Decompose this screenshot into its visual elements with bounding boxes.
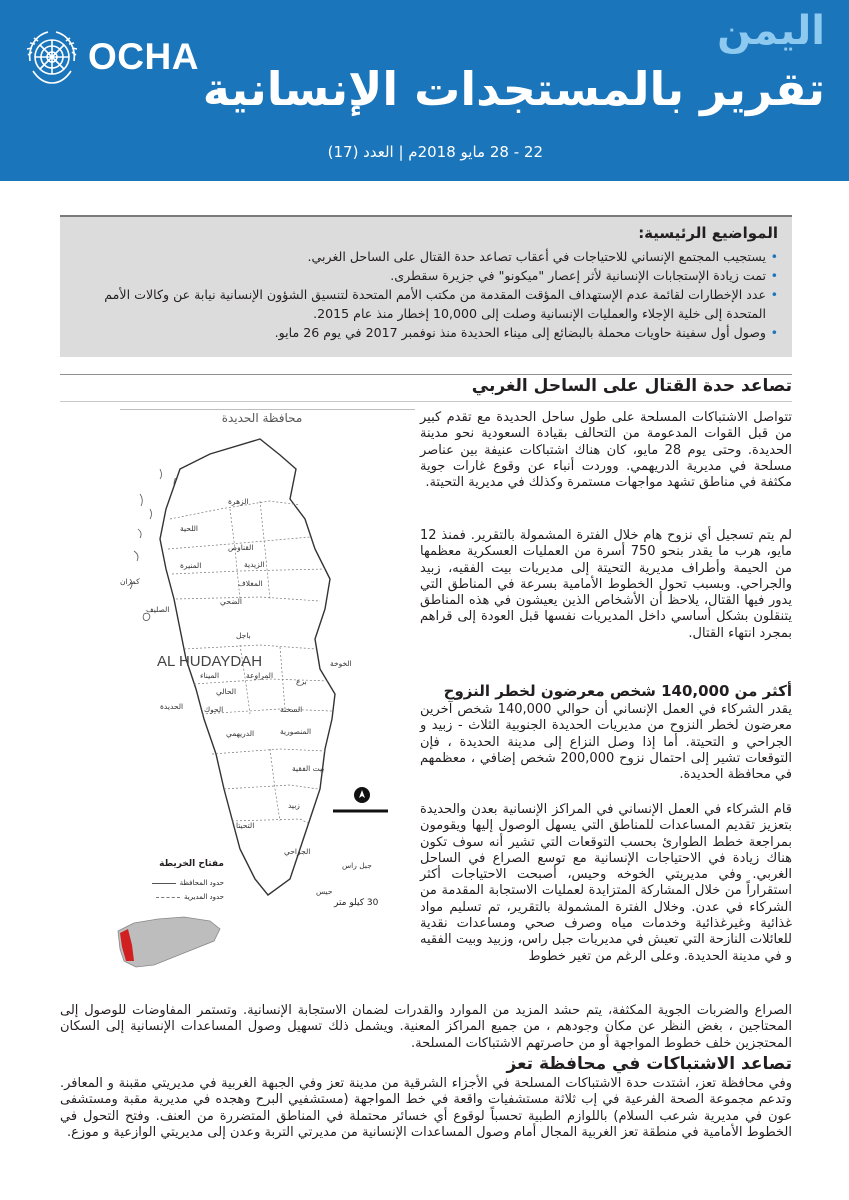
section1-paragraph-4: قام الشركاء في العمل الإنساني في المراكز الإنسانية بعدن والحديدة بتعزيز تقديم المساعدات للمناطق التي يسهل الوصول إليها ويقومون بمراجعة خطط الطوارئ بحسب التوقعات التي تشير أنه سوف تكون هناك زيادة في الاحتياجات الإنسانية مع توسع الصراع في الساحل الغربي. وفي مديريتي الخوخه وحيس، أصبحت الاحتياجات أكثر استقراراً من خلال المشاركة المتزايدة لعمليات الاستجابة المقدمة من الشركاء في عدن. وخلال الفترة المشمولة بالتقرير، تم تسليم مواد غذائية وغيرغذائية وخدمات مياه وصرف صحي ومساعدات نقدية للعائلات النازحة التي تعيش في مديريات جبل راس، وزبيد وبيت الفقيه و في مدينة الحديدة. وعلى الرغم من تغير خطوط [420,802,792,964]
theme-item: • وصول أول سفينة حاويات محملة بالبضائع إلى ميناء الحديدة منذ نوفمبر 2017 في يوم 26 مايو. [78,323,778,342]
map-district-label: الدريهمي [226,729,255,738]
map-scale [330,880,410,910]
map-district-label: حيس [316,887,333,896]
map-district-label: المغلاف [238,579,263,588]
map-district-label: اللحية [180,524,198,533]
themes-top-rule [60,215,792,217]
theme-item: • تمت زيادة الإستجابات الإنسانية لأثر إعصار "ميكونو" في جزيرة سقطرى. [78,266,778,285]
map-district-label: الصليف [146,605,170,614]
legend-title: مفتاح الخريطة [159,859,224,869]
themes-heading: المواضيع الرئيسية: [638,224,778,242]
section2-heading: تصاعد الاشتباكات في محافظة تعز [506,1054,792,1074]
section2-paragraph-1: وفي محافظة تعز، اشتدت حدة الاشتباكات المسلحة في الأجزاء الشرقية من مدينة تعز وفي الجبهة الغربية في مديريتي مقبنة و المعافر. وتدعم مجموعة الصحة الفرعية في إب ثلاثة مستشفيات واقعة في خط المواجهة (مستشفيي البرح وهجده في مديرية مقبة ومستشفى عون في مديرية شرعب السلام) باللوازم الطبية تحسباً لوقوع أي خسائر محتملة في المناطق المتضررة من العنف. وفتح التحول في الخطوط الأمامية في منطقة تعز الغربية المجال أمام وصول المساعدات الإنسانية من مديرتي التربة وعدن إلى مديريتي الوازعية و موزع. [60,1076,792,1140]
themes-list [78,247,778,342]
legend-row-district [156,893,224,901]
map-district-label: كمران [120,577,140,586]
un-emblem-icon [22,27,82,87]
legend-label: حدود المديرية [183,893,224,901]
map-district-label: الخوخة [330,659,352,668]
legend-row-governorate [152,879,224,887]
map-district-label: الحالي [216,687,237,696]
map-governorate-label: محافظة الحديدة [221,411,303,425]
section1-heading: تصاعد حدة القتال على الساحل الغربي [471,376,792,396]
hudaydah-map [120,409,415,903]
map-district-label: الميناء [200,671,220,680]
scale-label: 30 كيلو متر [334,898,379,908]
section1-paragraph-5: الصراع والضربات الجوية المكثفة، يتم حشد المزيد من الموارد والقدرات لضمان الاستجابة الإنسانية. وتستمر المفاوضات للوصول إلى المحتاجين ، بغض النظر عن مكان وجودهم ، من جميع المراكز المعنية. ويشمل ذلك تسهيل وصول المساعدات الإنسانية إلى السكان المحتجزين خلف خطوط المواجهة أو من حاصرتهم الاشتباكات المسلحة. [60,1003,792,1051]
theme-item: • يستجيب المجتمع الإنساني للاحتياجات في أعقاب تصاعد حدة القتال على الساحل الغربي. [78,247,778,266]
map-legend [106,855,232,1001]
key-themes-box [60,215,792,357]
legend-solid-line [152,883,176,884]
map-region-label: AL HUDAYDAH [157,653,263,670]
section1-paragraph-2: لم يتم تسجيل أي نزوح هام خلال الفترة المشمولة بالتقرير. فمنذ 12 مايو، هرب ما يقدر بنحو 750 أسرة من العمليات العسكرية معظمها من الحيمة وأطراف مديرية التحيتة إلى مديريات بيت الفقيه، زبيد والجراحي. وبسبب تحول الخطوط الأمامية بسرعة في المناطق التي يدور فيها القتال، يلاحظ أن الأشخاص الذين يعيشون في هذه المناطق يتنقلون بشكل أساسي داخل المديريات نفسها قبل العودة إلى قراهم بمجرد انتهاء القتال. [420,528,792,641]
section-rule [60,401,792,402]
header-banner [0,0,849,181]
report-title: تقرير بالمستجدات الإنسانية [202,62,825,116]
map-district-label: بيت الفقية [292,764,325,773]
map-district-label: جبل راس [342,861,372,870]
section1-subheading: أكثر من 140,000 شخص معرضون لخطر النزوح [443,682,792,700]
map-district-label: السخنة [280,705,303,714]
legend-dashed-line [156,897,180,898]
section1-paragraph-1: تتواصل الاشتباكات المسلحة على طول ساحل الحديدة مع تقدم كبير من قبل القوات المدعومة من التحالف بقيادة السعودية نحو مدينة الحديدة. وحتى يوم 28 مايو، كان هناك اشتباكات عنيفة بين عناصر مسلحة في مديرية الدريهمي. ووردت أنباء عن وقوع غارات جوية مكثفة في مناطق تشهد مواجهات مستمرة وكذلك في مديرية التحيتة. [420,410,792,491]
section1-paragraph-3: يقدر الشركاء في العمل الإنساني أن حوالي 140,000 شخص آخرين معرضون لخطر النزوح من مديريات الحديدة الجنوبية الثلاث - زبيد و الجراحي و التحيتة. أما إذا وصل النزاع إلى مدينة الحديدة ، فإن التوقعات تشير إلى احتمال نزوح 200,000 شخص إضافي ، معظمهم في محافظة الحديدة. [420,702,793,783]
map-district-label: المنصورية [280,727,312,736]
map-district-label: الزهرة [228,497,249,506]
map-district-label: المراوعة [246,671,274,680]
map-district-label: زبيد [288,801,300,810]
legend-label: حدود المحافظة [179,879,224,887]
map-district-label: الزيدية [244,560,265,569]
map-district-label: الضحي [220,597,242,606]
yemen-inset-map [114,911,224,971]
map-district-label: التحيتا [236,821,255,830]
theme-item: • عدد الإخطارات لقائمة عدم الإستهداف المؤقت المقدمة من مكتب الأمم المتحدة لتنسيق الشؤون الإنسانية نيابة عن وكالات الأمم المتحدة إلى خلية الإجلاء والعمليات الإنسانية وصلت إلى 10,000 إخطار منذ عام 2015. [78,285,778,323]
map-district-label: المنيرة [180,561,202,570]
ocha-logo [22,27,199,87]
map-district-label: باجل [236,631,251,640]
issue-info: 22 - 28 مايو 2018م | العدد (17) [327,143,543,161]
map-district-label: الحديدة [160,702,184,711]
section-rule [60,374,792,375]
map-district-label: الجراحي [284,847,311,856]
map-district-label: القناوص [228,543,254,552]
country-title: اليمن [717,8,825,54]
map-district-label: الحوك [204,705,224,714]
map-district-label: برع [296,677,307,686]
org-name: OCHA [88,36,199,77]
